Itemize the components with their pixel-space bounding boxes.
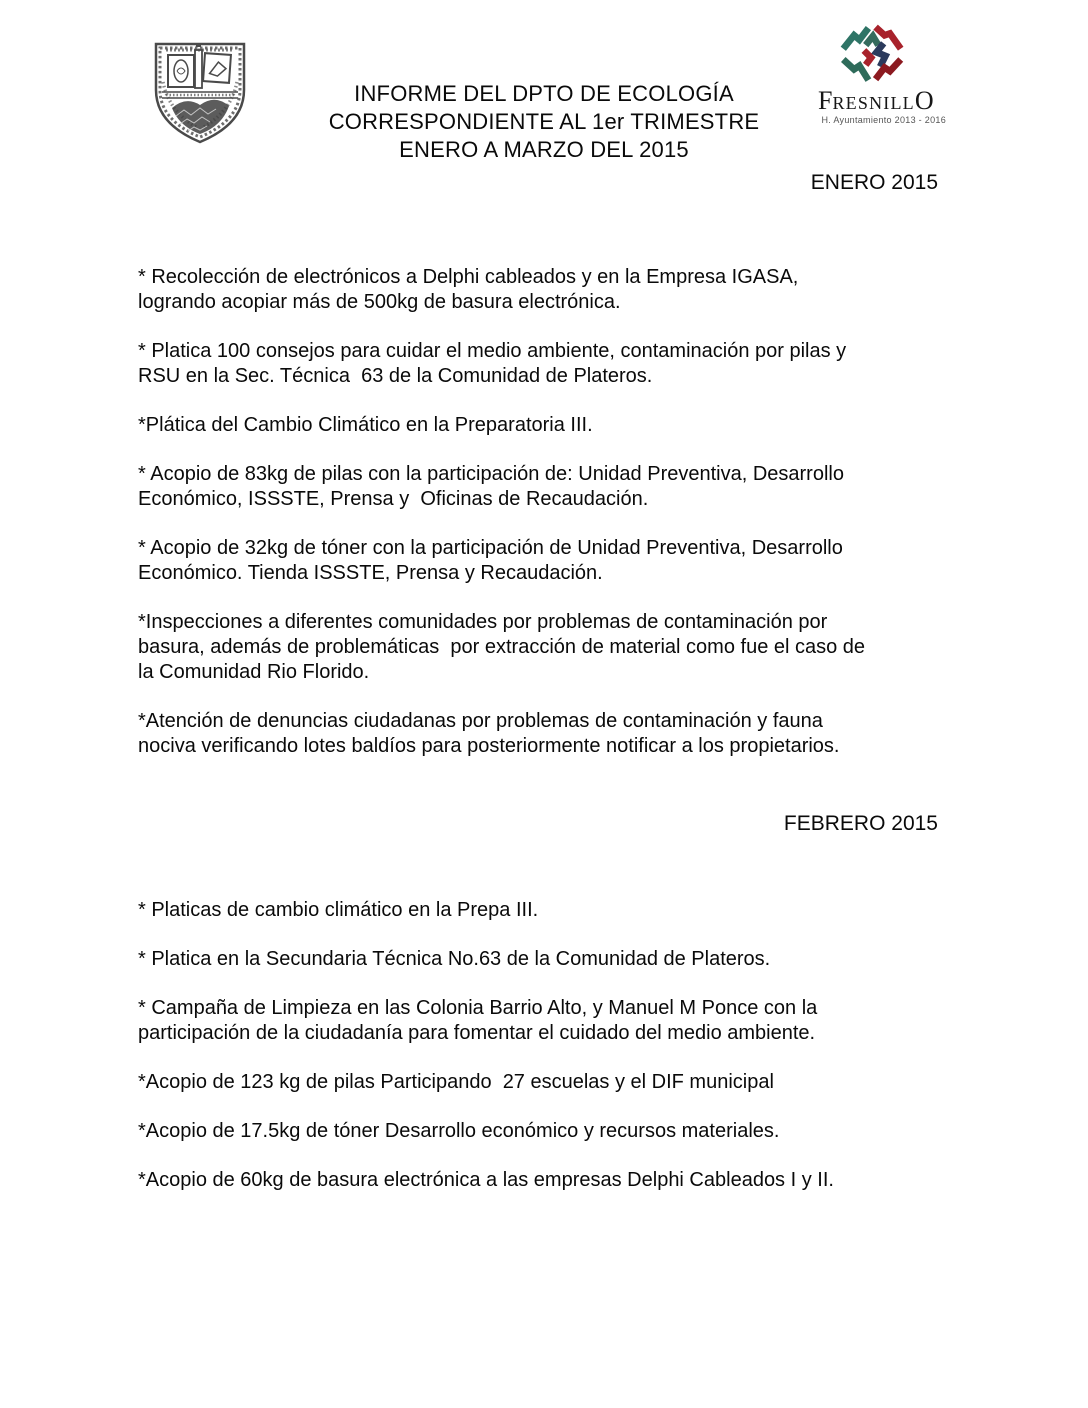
paragraph bbox=[138, 610, 938, 685]
paragraph-line: * Acopio de 32kg de tóner con la participación de Unidad Preventiva, Desarrollo bbox=[138, 537, 843, 559]
paragraph-line: *Inspecciones a diferentes comunidades por problemas de contaminación por bbox=[138, 611, 828, 633]
paragraph-line: * Platicas de cambio climático en la Prepa III. bbox=[138, 899, 539, 921]
paragraph-line: Económico, ISSSTE, Prensa y Oficinas de Recaudación. bbox=[138, 488, 649, 510]
report-title-line: CORRESPONDIENTE AL 1er TRIMESTRE bbox=[328, 109, 760, 134]
report-title-line: INFORME DEL DPTO DE ECOLOGÍA bbox=[354, 81, 734, 106]
paragraph-line: participación de la ciudadanía para fomentar el cuidado del medio ambiente. bbox=[138, 1022, 816, 1044]
paragraph-line: *Atención de denuncias ciudadanas por problemas de contaminación y fauna bbox=[138, 710, 823, 732]
wordmark-middle: RESNILL bbox=[832, 93, 915, 113]
paragraph-line: * Platica 100 consejos para cuidar el medio ambiente, contaminación por pilas y bbox=[138, 340, 847, 362]
paragraph-line: * Recolección de electrónicos a Delphi cableados y en la Empresa IGASA, bbox=[138, 266, 799, 288]
fresnillo-wordmark bbox=[818, 88, 948, 118]
paragraph bbox=[138, 1070, 938, 1095]
paragraph bbox=[138, 1168, 938, 1193]
paragraph bbox=[138, 413, 938, 438]
report-body bbox=[138, 170, 938, 1217]
paragraph-line: logrando acopiar más de 500kg de basura electrónica. bbox=[138, 291, 621, 313]
paragraph-line: *Acopio de 123 kg de pilas Participando 27 escuelas y el DIF municipal bbox=[138, 1071, 774, 1093]
paragraph-line: Económico. Tienda ISSSTE, Prensa y Recaudación. bbox=[138, 562, 603, 584]
paragraph-line: * Acopio de 83kg de pilas con la participación de: Unidad Preventiva, Desarrollo bbox=[138, 463, 844, 485]
paragraph-line: * Platica en la Secundaria Técnica No.63 de la Comunidad de Plateros. bbox=[138, 948, 771, 970]
paragraph-line: *Acopio de 60kg de basura electrónica a las empresas Delphi Cableados I y II. bbox=[138, 1169, 834, 1191]
paragraph bbox=[138, 265, 938, 315]
paragraph bbox=[138, 709, 938, 759]
paragraph bbox=[138, 339, 938, 389]
paragraph bbox=[138, 898, 938, 923]
paragraph bbox=[138, 536, 938, 586]
section-heading-enero: ENERO 2015 bbox=[810, 171, 938, 194]
paragraph bbox=[138, 462, 938, 512]
paragraph-line: basura, además de problemáticas por extracción de material como fue el caso de bbox=[138, 636, 866, 658]
paragraph-line: *Acopio de 17.5kg de tóner Desarrollo económico y recursos materiales. bbox=[138, 1120, 780, 1142]
paragraph bbox=[138, 947, 938, 972]
paragraph-line: *Plática del Cambio Climático en la Preparatoria III. bbox=[138, 414, 593, 436]
paragraph-line: * Campaña de Limpieza en las Colonia Barrio Alto, y Manuel M Ponce con la bbox=[138, 997, 818, 1019]
wordmark-final: O bbox=[914, 86, 934, 115]
paragraph-line: la Comunidad Rio Florido. bbox=[138, 661, 370, 683]
report-title-line: ENERO A MARZO DEL 2015 bbox=[399, 137, 689, 162]
paragraph-line: nociva verificando lotes baldíos para posteriormente notificar a los propietarios. bbox=[138, 735, 840, 757]
wordmark-initial: F bbox=[818, 86, 833, 115]
paragraph-line: RSU en la Sec. Técnica 63 de la Comunidad de Plateros. bbox=[138, 365, 653, 387]
paragraph bbox=[138, 996, 938, 1046]
fresnillo-knot-icon bbox=[830, 20, 914, 90]
fresnillo-subtitle: H. Ayuntamiento 2013 - 2016 bbox=[821, 115, 946, 125]
section-heading-febrero: FEBRERO 2015 bbox=[783, 812, 938, 835]
fresnillo-logo bbox=[818, 20, 948, 125]
paragraph bbox=[138, 1119, 938, 1144]
